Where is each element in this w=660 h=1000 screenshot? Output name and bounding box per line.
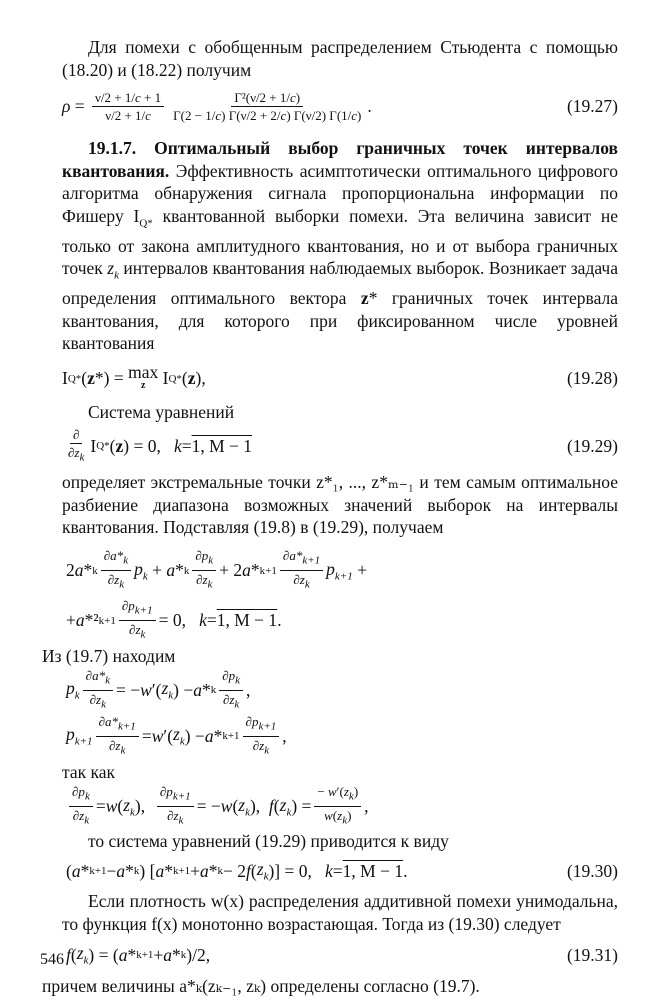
paragraph-since: так как: [62, 762, 116, 782]
paragraph-from-19-7: Из (19.7) находим: [42, 645, 176, 666]
equation-number: (19.31): [566, 944, 618, 965]
paragraph-reduces: то система уравнений (19.29) приводится к виду: [88, 830, 449, 851]
equation-19-28: I Q* ( z *) = max z I Q* ( z ), (19.28): [62, 361, 618, 391]
equation-19-31: f ( $z_k$ ) = ( a * k+1 + a * k )/2, (19.31): [66, 943, 618, 967]
equation-substitution-line-2: + a *² k+1 $\frac{\partial p_{k+1}}{\partial z_k}$ = 0, k = 1, M − 1 .: [66, 598, 282, 641]
paragraph-intro: Для помехи с обобщенным распределением Стьюдента с помощью (18.20) и (18.22) получим: [62, 37, 618, 80]
equation-19-27: ρ = $\frac{\nu/2 + 1/c + 1}{\nu/2 + 1/c}$ $\frac{\text{Γ²(ν/2 + 1/c)}}{\Gamma(2 - 1/c) \Gamma(\nu/2 + 2/c) \Gamma(\nu/2) \Gamma(1/c)}$ . (19.27): [62, 89, 618, 123]
equation-definitions: $\frac{\partial p_k}{\partial z_k}$ = w ( $z_k$ ), $\frac{\partial p_{k+1}}{\partial z_k}$ = − w ( $z_k$ ), f ( $z_k$ ) = $\frac{- w'(z_k)}{w(z_k)}$ ,: [62, 784, 618, 830]
section-text: Эффективность асимптотически оптимального цифрового алгоритма обнаружения сигнала пропорциональна информации по Фишеру I: [62, 160, 618, 226]
equation-number: (19.29): [566, 435, 618, 456]
equation-number: (19.28): [566, 368, 618, 388]
equation-19-29: $\frac{\partial}{\partial z_k}$ I Q* ( z ) = 0, k = 1, M − 1 (19.29): [68, 426, 618, 464]
paragraph-unimodal: Если плотность w(x) распределения аддитивной помехи унимодальна, то функция f(x) монотонно возрастающая. Тогда из (19.30) следует: [62, 891, 618, 934]
paragraph-system: Система уравнений: [88, 401, 235, 422]
equation-pk1-derivative: $p_{k+1}$ $\frac{\partial a*_{k+1}}{\partial z_k}$ = w ′( $z_k$ ) − a * k+1 $\frac{\partial p_{k+1}}{\partial z_k}$ ,: [66, 713, 287, 757]
equation-substitution-line-1: 2 a * k $\frac{\partial a*_k}{\partial z_k}$ $p_k$ + a * k $\frac{\partial p_k}{\partial z_k}$ + 2 a * k+1 $\frac{\partial a*_{k+1}}{\partial z_k}$ $p_{k+1}$ +: [66, 548, 367, 591]
paragraph-final: причем величины a*ₖ(zₖ₋₁, zₖ) определены согласно (19.7).: [42, 976, 480, 996]
section-text-3: интервалов квантования наблюдаемых выборок. Возникает задача определения оптимального вектора: [62, 258, 618, 308]
section-text-4: граничных точек интервала квантования, для которого при фиксированном числе уровней квантования: [62, 288, 619, 353]
paragraph-extremal: определяет экстремальные точки z*₁, ..., z*ₘ₋₁ и тем самым оптимальное разбиение диапазона возможных значений выборок на интервалы квантования. Подставляя (19.8) в (19.29), получаем: [62, 472, 618, 537]
equation-pk-derivative: $p_k$ $\frac{\partial a*_k}{\partial z_k}$ = − w ′( $z_k$ ) − a * k $\frac{\partial p_k}{\partial z_k}$ ,: [66, 667, 251, 711]
page-number: 546: [40, 951, 64, 968]
section-19-1-7: 19.1.7. Оптимальный выбор граничных точек интервалов квантования. Эффективность асимптотически оптимального цифрового алгоритма обнаружения сигнала пропорциональна информации по Фишеру $I_{Q*}$ квантованной выборки помехи. Эта величина зависит не только от закона амплитудного квантования, но и от выбора граничных точек $z_k$ интервалов квантования наблюдаемых выборок. Возникает задача определения оптимального вектора z* граничных точек интервала квантования, для которого при фиксированном числе уровней квантования: [62, 138, 619, 353]
section-text-2: квантованной выборки помехи. Эта величина зависит не только от закона амплитудного квантования, но и от выбора граничных точек: [62, 205, 618, 278]
section-heading: 19.1.7. Оптимальный выбор граничных точек интервалов квантования.: [62, 138, 618, 181]
equation-number: (19.27): [566, 95, 618, 116]
equation-number: (19.30): [566, 860, 618, 881]
equation-19-30: ( a * k+1 − a * k ) [ a * k+1 + a * k − 2 f ( $z_k$ )] = 0, k = 1, M − 1 . (19.30): [66, 859, 618, 883]
